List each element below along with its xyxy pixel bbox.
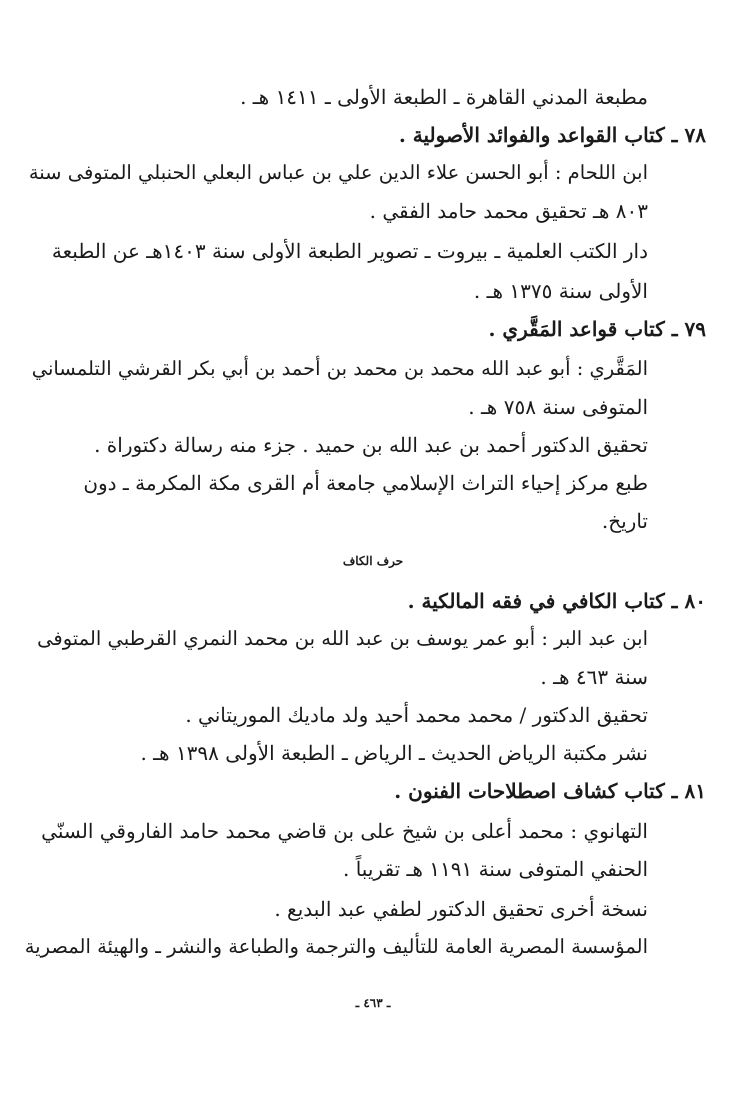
text-line: ٨٠٣ هـ تحقيق محمد حامد الفقي . (369, 199, 648, 223)
text-line: الحنفي المتوفى سنة ١١٩١ هـ تقريباً . (343, 857, 648, 881)
text-line: تحقيق الدكتور / محمد محمد أحيد ولد ماديك الموريتاني . (185, 703, 648, 727)
entry-heading-81: ٨١ ـ كتاب كشاف اصطلاحات الفنون . (394, 779, 706, 803)
text-line: سنة ٤٦٣ هـ . (540, 665, 648, 689)
text-line: المَقَّري : أبو عبد الله محمد بن محمد بن أحمد بن أبي بكر القرشي التلمساني (31, 357, 648, 380)
entry-heading-79: ٧٩ ـ كتاب قواعد المَقَّري . (488, 317, 706, 341)
text-line: نشر مكتبة الرياض الحديث ـ الرياض ـ الطبعة الأولى ١٣٩٨ هـ . (140, 741, 648, 765)
section-title: حرف الكاف (342, 554, 404, 568)
text-line: ابن اللحام : أبو الحسن علاء الدين علي بن عباس البعلي الحنبلي المتوفى سنة (28, 161, 648, 184)
text-line: ابن عبد البر : أبو عمر يوسف بن عبد الله بن محمد النمري القرطبي المتوفى (37, 627, 648, 650)
text-line: التهانوي : محمد أعلى بن شيخ على بن قاضي محمد حامد الفاروقي السنّي (41, 819, 648, 843)
text-line: المتوفى سنة ٧٥٨ هـ . (468, 395, 648, 419)
text-line: الأولى سنة ١٣٧٥ هـ . (473, 279, 648, 303)
entry-heading-80: ٨٠ ـ كتاب الكافي في فقه المالكية . (407, 589, 706, 613)
entry-heading-78: ٧٨ ـ كتاب القواعد والفوائد الأصولية . (398, 123, 706, 147)
text-line: مطبعة المدني القاهرة ـ الطبعة الأولى ـ ١٤١١ هـ . (240, 85, 648, 109)
text-line: دار الكتب العلمية ـ بيروت ـ تصوير الطبعة الأولى سنة ١٤٠٣هـ عن الطبعة (51, 239, 648, 263)
text-line: تحقيق الدكتور أحمد بن عبد الله بن حميد . جزء منه رسالة دكتوراة . (94, 433, 648, 457)
text-line: نسخة أخرى تحقيق الدكتور لطفي عبد البديع . (274, 897, 648, 921)
text-line: المؤسسة المصرية العامة للتأليف والترجمة والطباعة والنشر ـ والهيئة المصرية (24, 935, 648, 958)
text-line: طبع مركز إحياء التراث الإسلامي جامعة أم القرى مكة المكرمة ـ دون (83, 471, 648, 495)
text-line: تاريخ. (601, 509, 648, 533)
page-number: ـ ٤٦٣ ـ (355, 996, 391, 1010)
